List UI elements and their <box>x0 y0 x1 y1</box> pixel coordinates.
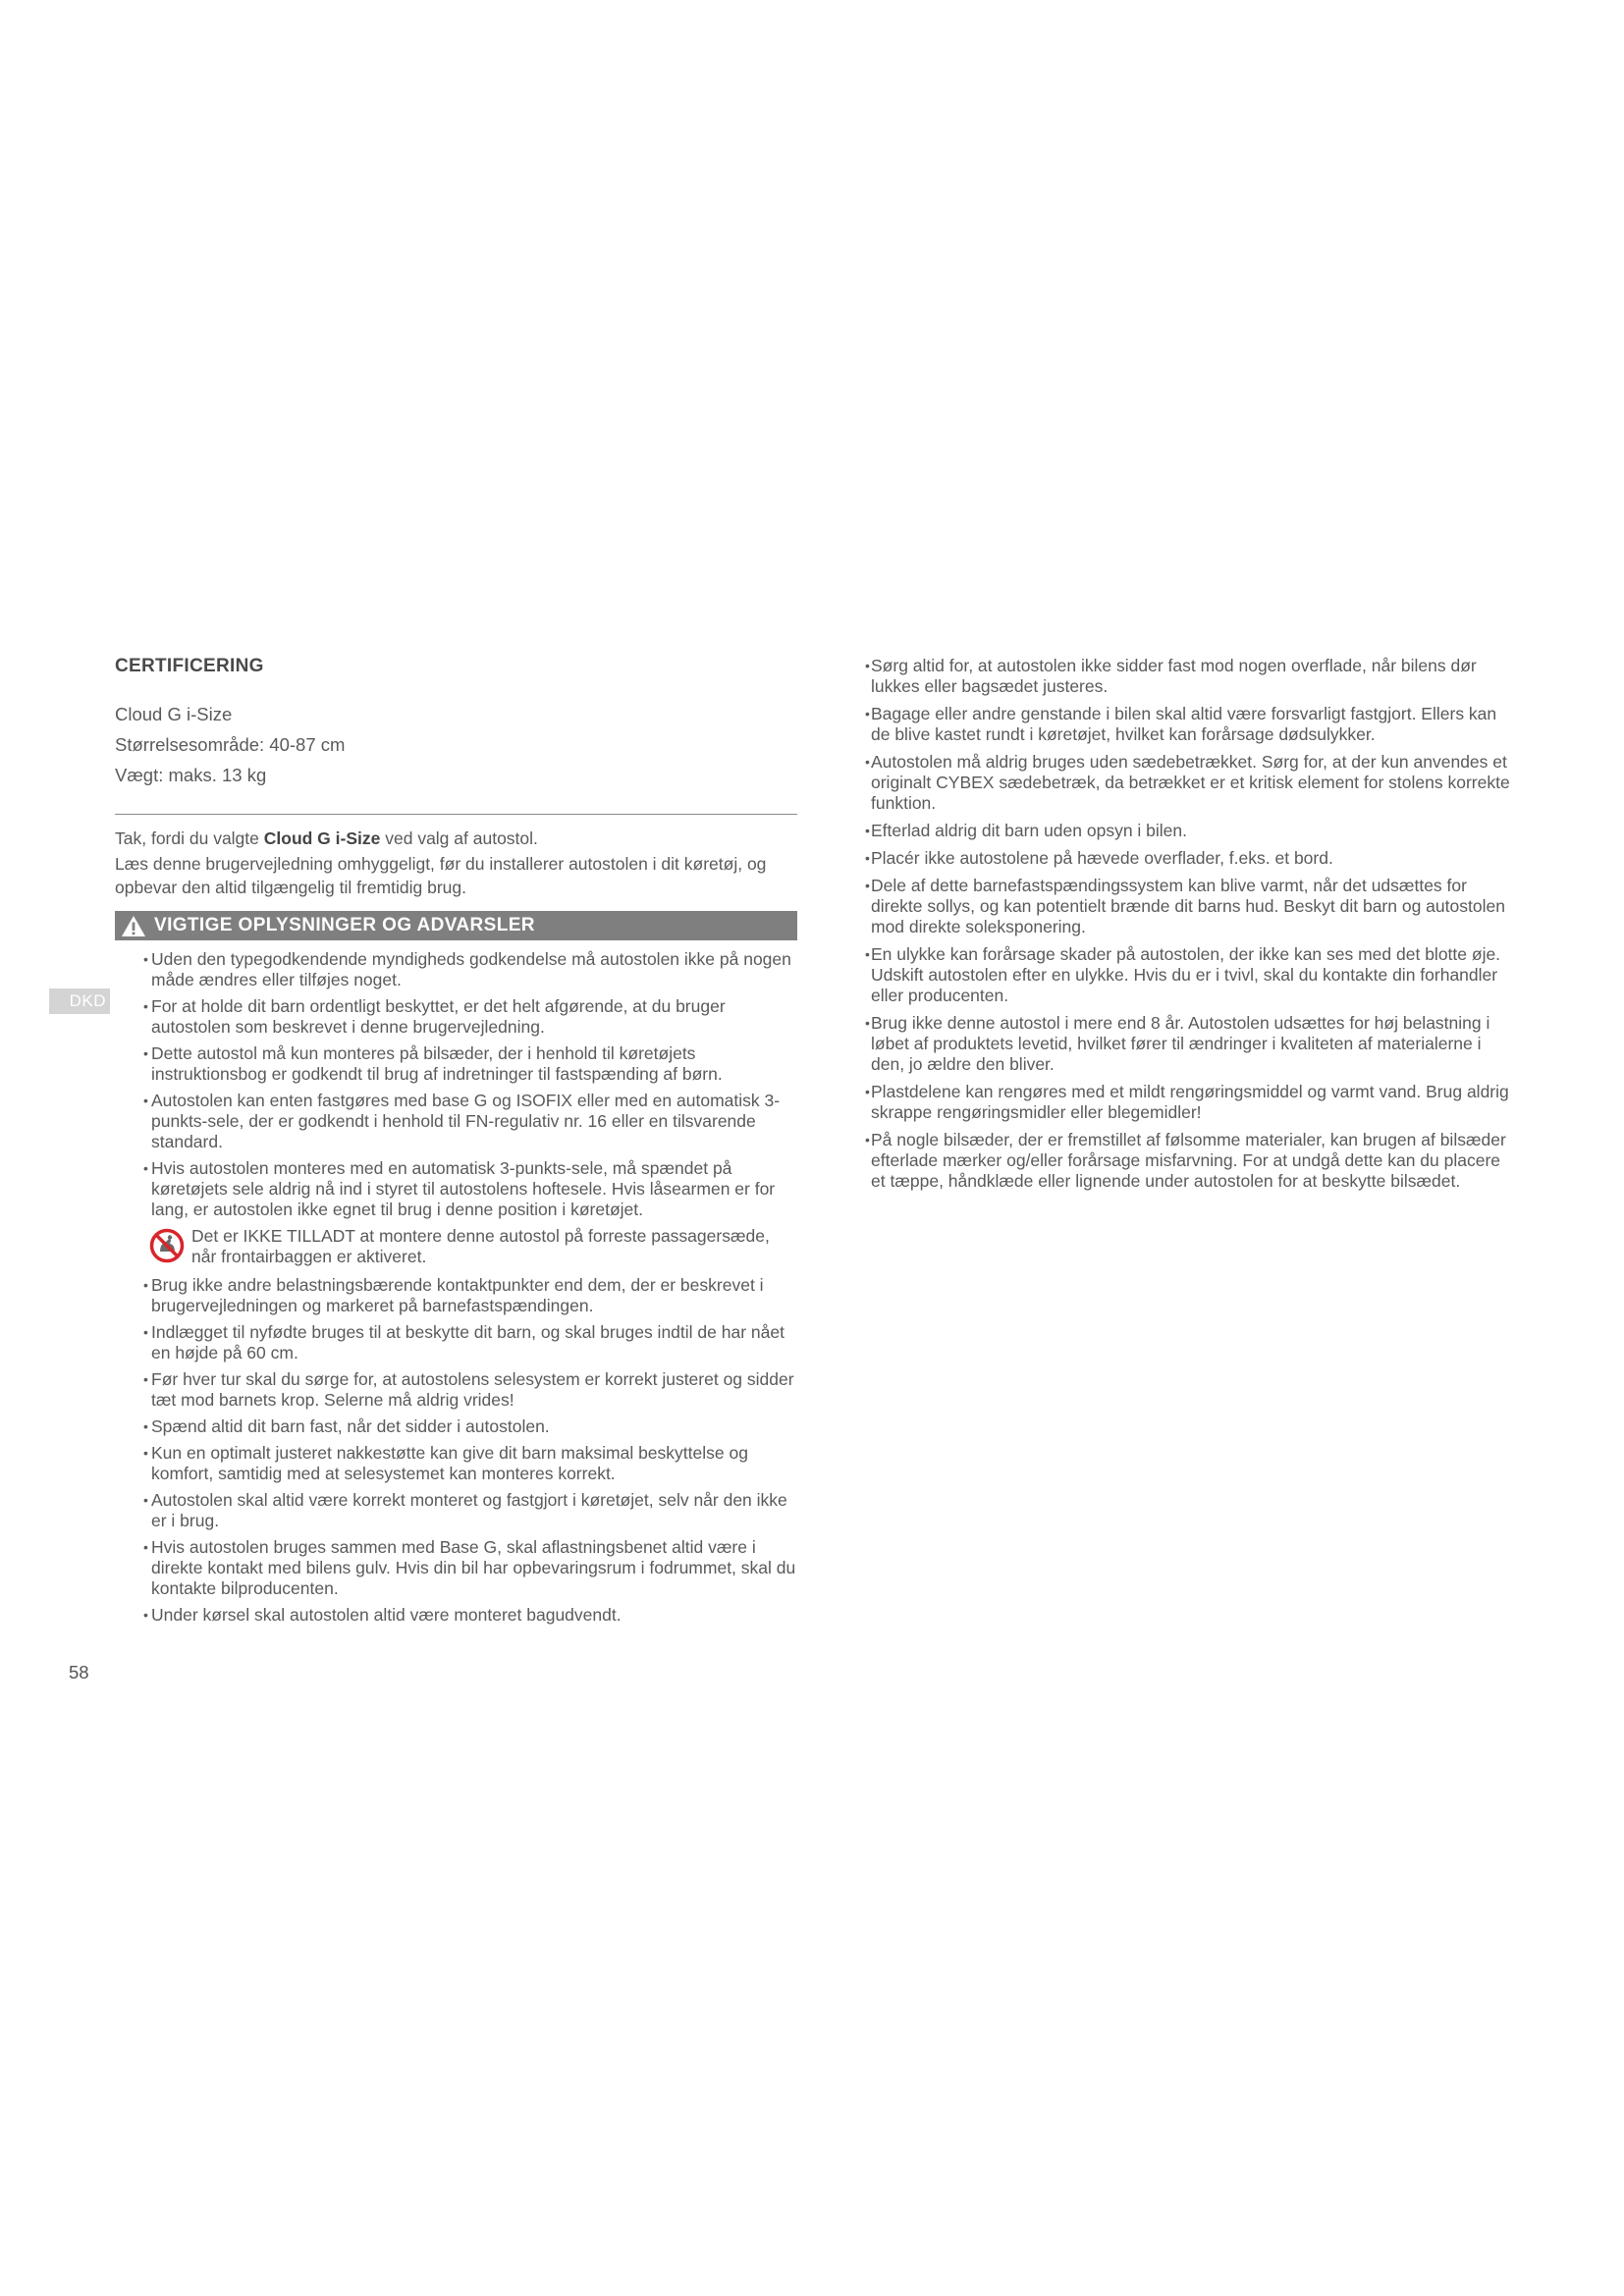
no-airbag-icon <box>149 1228 185 1263</box>
list-item: • For at holde dit barn ordentligt beskyttet, er det helt afgørende, at du bruger autostolen som beskrevet i denne brugervejledning. <box>115 996 797 1038</box>
list-item: • Efterlad aldrig dit barn uden opsyn i bilen. <box>871 821 1519 841</box>
list-item: • Brug ikke denne autostol i mere end 8 år. Autostolen udsættes for høj belastning i løbet af produktets levetid, hvilket fører til ændringer i kvaliteten af materialerne i den, jo ældre den bliver. <box>871 1013 1519 1075</box>
list-item: • Autostolen kan enten fastgøres med base G og ISOFIX eller med en automatisk 3-punkts-sele, der er godkendt i henhold til FN-regulativ nr. 16 eller en tilsvarende standard. <box>115 1091 797 1152</box>
warnings-header <box>115 911 797 940</box>
intro-thanks: Tak, fordi du valgte Cloud G i-Size ved valg af autostol. <box>115 828 538 848</box>
certification-title: CERTIFICERING <box>115 656 264 676</box>
list-item: • Dele af dette barnefastspændingssystem kan blive varmt, når det udsættes for direkte sollys, og kan potentielt brænde dit barns hud. Beskyt dit barn og autostolen mod direkte soleksponering. <box>871 876 1519 937</box>
list-item: • Brug ikke andre belastningsbærende kontaktpunkter end dem, der er beskrevet i brugervejledningen og markeret på barnefastspændingen. <box>115 1275 797 1316</box>
list-item: • Bagage eller andre genstande i bilen skal altid være forsvarligt fastgjort. Ellers kan de blive kastet rundt i køretøjet, hvilket kan forårsage dødsulykker. <box>871 704 1519 745</box>
list-item: • Indlægget til nyfødte bruges til at beskytte dit barn, og skal bruges indtil de har nået en højde på 60 cm. <box>115 1322 797 1363</box>
list-item: • Plastdelene kan rengøres med et mildt rengøringsmiddel og varmt vand. Brug aldrig skrappe rengøringsmidler eller blegemidler! <box>871 1082 1519 1123</box>
certification-product: Cloud G i-Size <box>115 704 233 724</box>
certification-size-range: Størrelsesområde: 40-87 cm <box>115 734 346 755</box>
list-item: • Dette autostol må kun monteres på bilsæder, der i henhold til køretøjets instruktionsbog er godkendt til brug af indretninger til fastspænding af børn. <box>115 1043 797 1085</box>
list-item: • Hvis autostolen monteres med en automatisk 3-punkts-sele, må spændet på køretøjets sele aldrig nå ind i styret til autostolens hoftesele. Hvis låsearmen er for lang, er autostolen ikke egnet til brug i denne position i køretøjet. <box>115 1158 797 1220</box>
right-column <box>871 656 1519 1199</box>
product-name: Cloud G i-Size <box>263 828 381 848</box>
list-item: • Autostolen skal altid være korrekt monteret og fastgjort i køretøjet, selv når den ikke er i brug. <box>115 1490 797 1531</box>
airbag-warning <box>115 1226 797 1269</box>
list-item: • Autostolen må aldrig bruges uden sædebetrækket. Sørg for, at der kun anvendes et originalt CYBEX sædebetræk, da betrækket er et kritisk element for stolens korrekte funktion. <box>871 752 1519 814</box>
warnings-title: VIGTIGE OPLYSNINGER OG ADVARSLER <box>154 915 535 935</box>
list-item: • Hvis autostolen bruges sammen med Base G, skal aflastningsbenet altid være i direkte kontakt med bilens gulv. Hvis din bil har opbevaringsrum i fodrummet, skal du kontakte bilproducenten. <box>115 1537 797 1599</box>
list-item: • Sørg altid for, at autostolen ikke sidder fast mod nogen overflade, når bilens dør lukkes eller bagsædet justeres. <box>871 656 1519 697</box>
list-item: • Uden den typegodkendende myndigheds godkendelse må autostolen ikke på nogen måde ændres eller tilføjes noget. <box>115 949 797 990</box>
certification-weight: Vægt: maks. 13 kg <box>115 765 267 785</box>
list-item: • Før hver tur skal du sørge for, at autostolens selesystem er korrekt justeret og sidder tæt mod barnets krop. Selerne må aldrig vrides! <box>115 1369 797 1411</box>
page-number: 58 <box>69 1662 89 1682</box>
warning-triangle-icon <box>121 915 146 937</box>
intro-read-manual: Læs denne brugervejledning omhyggeligt, før du installerer autostolen i dit køretøj, og opbevar den altid tilgængelig til fremtidig brug. <box>115 854 767 897</box>
list-item: • Placér ikke autostolene på hævede overflader, f.eks. et bord. <box>871 848 1519 869</box>
list-item: • En ulykke kan forårsage skader på autostolen, der ikke kan ses med det blotte øje. Udskift autostolen efter en ulykke. Hvis du er i tvivl, skal du kontakte din forhandler eller producenten. <box>871 944 1519 1006</box>
airbag-warning-text: Det er IKKE TILLADT at montere denne autostol på forreste passagersæde, når frontairbaggen er aktiveret. <box>191 1226 770 1266</box>
warnings-list-right <box>871 656 1519 1192</box>
section-divider <box>115 814 797 815</box>
list-item: • På nogle bilsæder, der er fremstillet af følsomme materialer, kan brugen af bilsæder efterlade mærker og/eller forårsage misfarvning. For at undgå dette kan du placere et tæppe, håndklæde eller lignende under autostolen for at beskytte bilsædet. <box>871 1130 1519 1192</box>
list-item: • Kun en optimalt justeret nakkestøtte kan give dit barn maksimal beskyttelse og komfort, samtidig med at selesystemet kan monteres korrekt. <box>115 1443 797 1484</box>
list-item: • Under kørsel skal autostolen altid være monteret bagudvendt. <box>115 1605 797 1626</box>
list-item: • Spænd altid dit barn fast, når det sidder i autostolen. <box>115 1416 797 1437</box>
left-column <box>115 656 797 1631</box>
language-tab: DKD <box>49 988 110 1014</box>
intro <box>115 827 797 899</box>
warnings-list-left <box>115 949 797 1626</box>
